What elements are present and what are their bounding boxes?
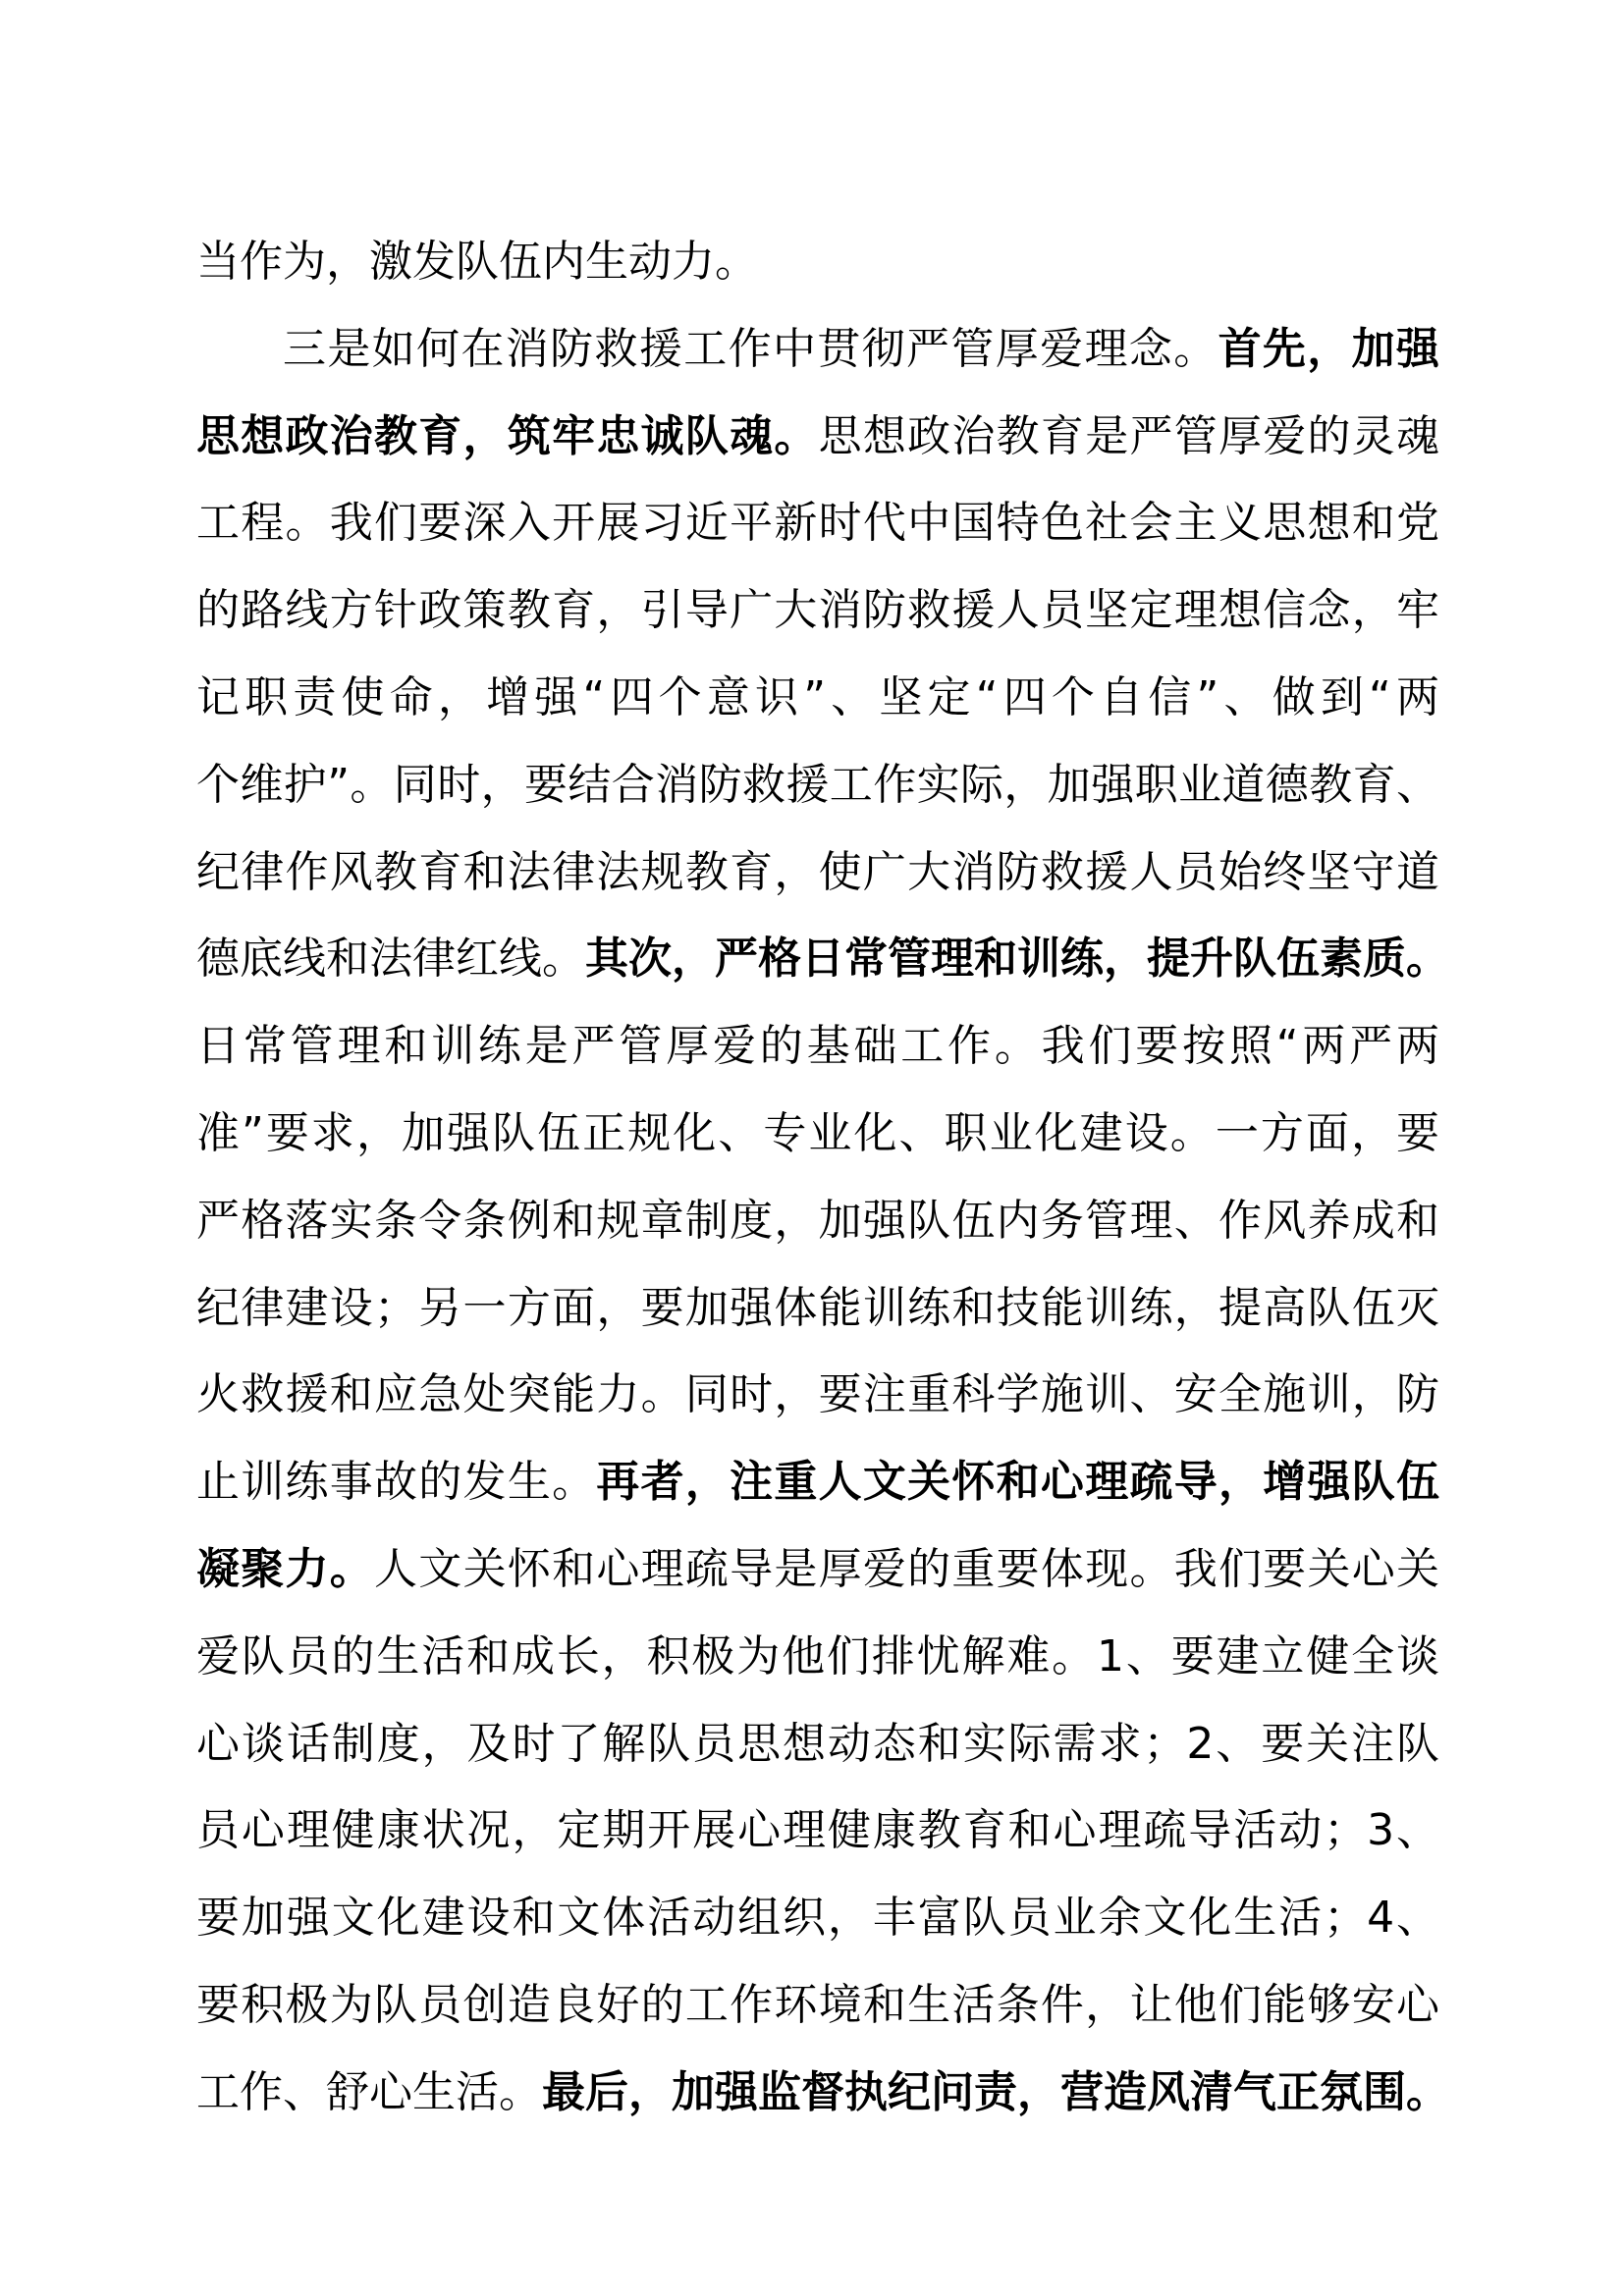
text-line [196,2050,1449,2137]
body-text: 记职责使命，增强“四个意识”、坚定“四个自信”、做到“两 [196,671,1439,722]
text-line [196,219,1439,306]
text-line [196,1962,1439,2050]
text-line [196,1091,1439,1178]
bold-heading-text: 首先，加强 [1218,323,1440,374]
body-text: 工程。我们要深入开展习近平新时代中国特色社会主义思想和党 [196,498,1439,549]
body-text: 日常管理和训练是严管厚爱的基础工作。我们要按照“两严两 [196,1021,1439,1072]
body-text: 思想政治教育是严管厚爱的灵魂 [818,410,1440,461]
text-line [196,567,1439,655]
body-text: 火救援和应急处突能力。同时，要注重科学施训、安全施训，防 [196,1369,1439,1420]
bold-heading-text: 凝聚力。 [196,1543,375,1594]
text-line [196,829,1439,917]
text-line [196,1526,1439,1614]
body-text: 员心理健康状况，定期开展心理健康教育和心理疏导活动；3、 [196,1805,1439,1856]
body-text: 爱队员的生活和成长，积极为他们排忧解难。1、要建立健全谈 [196,1630,1439,1682]
body-text: 当作为，激发队伍内生动力。 [196,237,758,287]
text-line [196,1439,1439,1526]
body-text: 三是如何在消防救援工作中贯彻严管厚爱理念。 [283,323,1218,374]
body-text: 心谈话制度，及时了解队员思想动态和实际需求；2、要关注队 [196,1718,1439,1769]
body-text: 止训练事故的发生。 [196,1457,597,1508]
body-text: 德底线和法律红线。 [196,934,585,985]
text-line [196,306,1439,394]
bold-heading-text: 思想政治教育，筑牢忠诚队魂。 [196,410,819,461]
body-text: 纪律作风教育和法律法规教育，使广大消防救援人员始终坚守道 [196,846,1439,897]
text-line [196,655,1439,742]
body-text: 的路线方针政策教育，引导广大消防救援人员坚定理想信念，牢 [196,585,1439,636]
text-line [196,1614,1439,1701]
body-text: 要加强文化建设和文体活动组织，丰富队员业余文化生活；4、 [196,1893,1439,1944]
bold-heading-text: 最后，加强监督执纪问责，营造风清气正氛围。 [542,2066,1449,2117]
body-text: 个维护”。同时，要结合消防救援工作实际，加强职业道德教育、 [196,759,1439,810]
body-text: 工作、舒心生活。 [196,2066,542,2117]
text-line [196,1265,1439,1353]
document-body [196,219,1449,2137]
text-line [196,1178,1439,1265]
body-text: 严格落实条令条例和规章制度，加强队伍内务管理、作风养成和 [196,1195,1439,1246]
text-line [196,1875,1439,1962]
text-line [196,394,1439,481]
text-line [196,1788,1439,1875]
text-line [196,1003,1439,1091]
text-line [196,480,1439,567]
body-text: 人文关怀和心理疏导是厚爱的重要体现。我们要关心关 [374,1543,1440,1594]
text-line [196,1352,1439,1439]
text-line [196,916,1449,1003]
body-text: 要积极为队员创造良好的工作环境和生活条件，让他们能够安心 [196,1979,1439,2030]
body-text: 准”要求，加强队伍正规化、专业化、职业化建设。一方面，要 [196,1107,1439,1158]
text-line [196,742,1439,829]
bold-heading-text: 再者，注重人文关怀和心理疏导，增强队伍 [596,1457,1440,1508]
body-text: 纪律建设；另一方面，要加强体能训练和技能训练，提高队伍灭 [196,1282,1439,1333]
text-line [196,1701,1439,1789]
bold-heading-text: 其次，严格日常管理和训练，提升队伍素质。 [585,934,1449,985]
